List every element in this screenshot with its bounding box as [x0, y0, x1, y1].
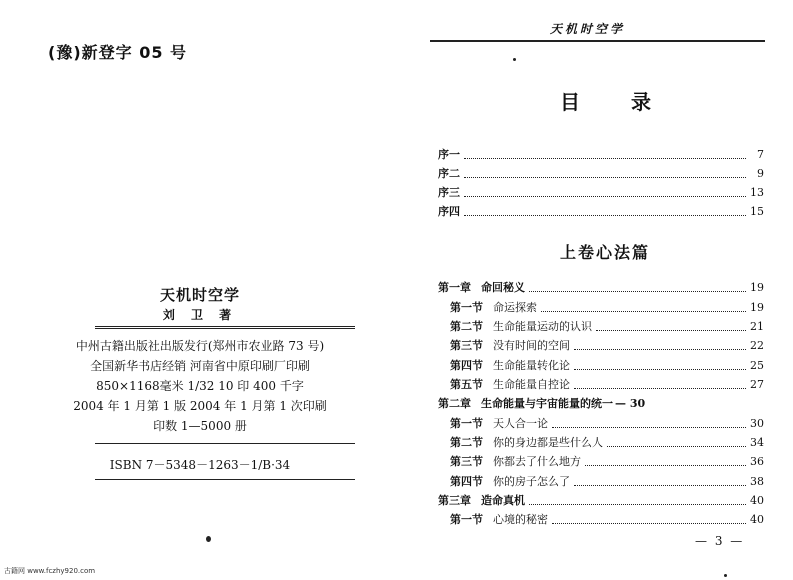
dot-leader [574, 388, 746, 389]
dot-leader [464, 215, 746, 216]
header-rule [430, 40, 765, 42]
toc-number: 第一节 [450, 301, 483, 314]
publication-line: 850×1168毫米 1/32 10 印 400 千字 [96, 379, 304, 393]
toc-entry-chapter[interactable] [438, 277, 764, 295]
toc-entry-section[interactable] [450, 432, 764, 450]
toc-label: 序四 [438, 205, 460, 218]
toc-page [400, 0, 793, 580]
toc-label: 序二 [438, 167, 460, 180]
toc-entry-section[interactable] [450, 316, 764, 334]
dot-leader [529, 291, 746, 292]
toc-label: 序三 [438, 186, 460, 199]
toc-title-text: 你的房子怎么了 [493, 475, 570, 488]
toc-page-number: 27 [750, 378, 764, 391]
page-folio: — 3 — [695, 534, 745, 548]
toc-page-number: 19 [750, 281, 764, 294]
toc-number: 第三章 [438, 494, 471, 507]
toc-number: 第一节 [450, 513, 483, 526]
dot-leader [541, 311, 746, 312]
toc-page-number: 36 [750, 455, 764, 468]
toc-page-number: 38 [750, 475, 764, 488]
registration-number: (豫)新登字 05 号 [48, 43, 188, 62]
toc-title-text: 天人合一论 [493, 417, 548, 430]
toc-entry-section[interactable] [450, 471, 764, 489]
toc-number: 第四节 [450, 359, 483, 372]
dot-leader [552, 427, 746, 428]
part-title: 上卷心法篇 [560, 243, 651, 262]
divider-top [95, 326, 355, 327]
dot-leader [464, 196, 746, 197]
divider-middle [95, 443, 355, 444]
speck-mark [206, 536, 211, 542]
divider-bottom [95, 479, 355, 480]
toc-entry-preface[interactable] [438, 182, 764, 200]
toc-page-number: 30 [629, 397, 646, 410]
toc-page-number: 9 [757, 167, 764, 180]
dot-leader [574, 485, 746, 486]
dot-leader [607, 446, 746, 447]
toc-page-number: 40 [750, 513, 764, 526]
dot-leader [585, 465, 746, 466]
toc-entry-section[interactable] [450, 451, 764, 469]
toc-entry-section[interactable] [450, 297, 764, 315]
dot-leader [574, 369, 746, 370]
toc-page-number: 22 [750, 339, 764, 352]
dot-leader [596, 330, 746, 331]
toc-title-text: 生命能量转化论 [493, 359, 570, 372]
toc-entry-preface[interactable] [438, 201, 764, 219]
toc-entry-section[interactable] [450, 509, 764, 527]
toc-title-text: 命运探索 [493, 301, 537, 314]
dot-leader [464, 177, 746, 178]
toc-entry-section[interactable] [450, 335, 764, 353]
speck-mark [513, 58, 516, 61]
dot-leader [574, 349, 746, 350]
dot-leader [464, 158, 746, 159]
toc-page-number: 34 [750, 436, 764, 449]
toc-title: 目 录 [560, 90, 673, 114]
toc-number: 第三节 [450, 339, 483, 352]
speck-mark [724, 574, 727, 577]
watermark: 古籍网 www.fczhy920.com [4, 567, 96, 575]
toc-page-number: 15 [750, 205, 764, 218]
toc-entry-section[interactable] [450, 374, 764, 392]
toc-entry-section[interactable] [450, 355, 764, 373]
toc-entry-section[interactable] [450, 413, 764, 431]
toc-title-text: 生命能量自控论 [493, 378, 570, 391]
toc-entry-preface[interactable] [438, 144, 764, 162]
toc-entry-chapter[interactable] [438, 490, 764, 508]
toc-number: 第五节 [450, 378, 483, 391]
toc-page-number: 7 [757, 148, 764, 161]
dot-leader [529, 504, 746, 505]
divider-top-2 [95, 328, 355, 329]
toc-title-text: 造命真机 [481, 494, 525, 507]
toc-page-number: 30 [750, 417, 764, 430]
toc-title-text: 心境的秘密 [493, 513, 548, 526]
toc-page-number: 21 [750, 320, 764, 333]
toc-number: 第一章 [438, 281, 471, 294]
toc-title-text: 命回秘义 [481, 281, 525, 294]
toc-number: 第一节 [450, 417, 483, 430]
dot-leader [552, 523, 746, 524]
toc-title-text: 你都去了什么地方 [493, 455, 581, 468]
toc-number: 第二节 [450, 436, 483, 449]
toc-label: 序一 [438, 148, 460, 161]
toc-number: 第三节 [450, 455, 483, 468]
toc-page-number: 13 [750, 186, 764, 199]
publication-line: 中州古籍出版社出版发行(郑州市农业路 73 号) [75, 339, 325, 353]
publication-line: 全国新华书店经销 河南省中原印刷厂印刷 [90, 359, 310, 373]
toc-title-text: 生命能量运动的认识 [493, 320, 592, 333]
toc-entry-chapter[interactable]: 第二章 生命能量与宇宙能量的统一 — 30 [438, 397, 646, 410]
book-title: 天机时空学 [159, 286, 240, 304]
toc-page-number: 19 [750, 301, 764, 314]
toc-entry-preface[interactable] [438, 163, 764, 181]
toc-number: 第四节 [450, 475, 483, 488]
running-header: 天机时空学 [550, 22, 626, 36]
publication-line: 2004 年 1 月第 1 版 2004 年 1 月第 1 次印刷 [73, 399, 327, 413]
author-line: 刘 卫 著 [162, 308, 238, 322]
toc-title-text: 没有时间的空间 [493, 339, 570, 352]
toc-number: 第二节 [450, 320, 483, 333]
toc-page-number: 25 [750, 359, 764, 372]
toc-title-text: 生命能量与宇宙能量的统一 [481, 397, 613, 410]
toc-number: 第二章 [438, 397, 471, 410]
toc-title-text: 你的身边都是些什么人 [493, 436, 603, 449]
isbn: ISBN 7－5348－1263－1/B·34 [109, 458, 291, 472]
toc-page-number: 40 [750, 494, 764, 507]
publication-line: 印数 1—5000 册 [153, 419, 247, 433]
